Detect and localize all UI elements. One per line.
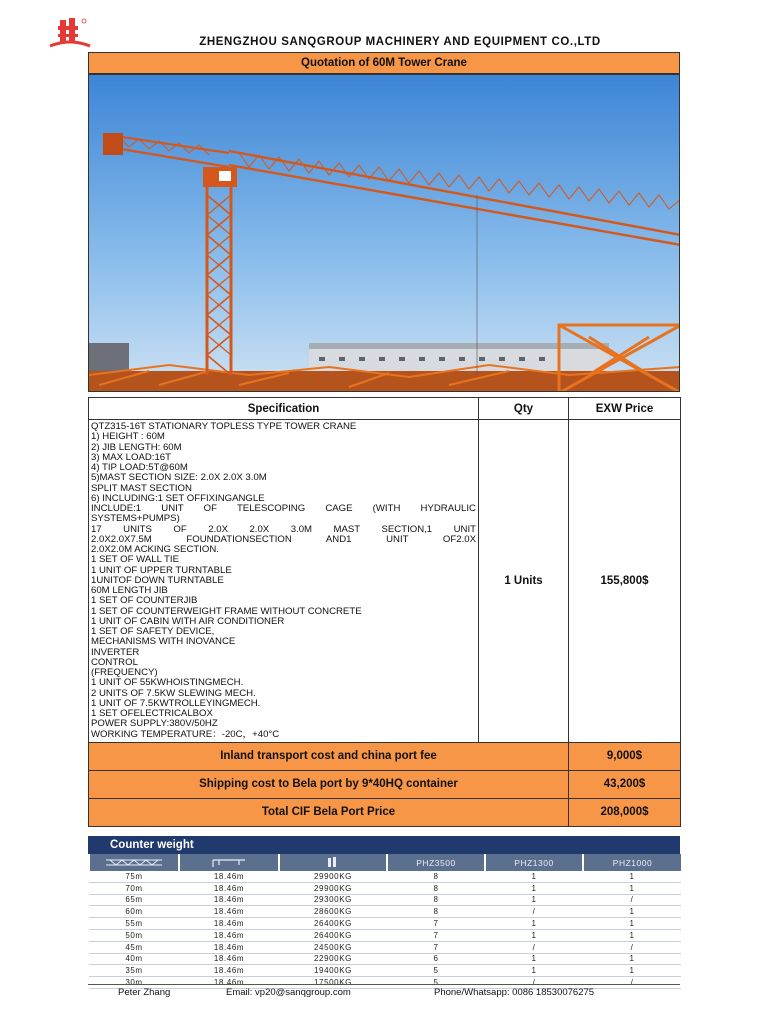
spec-line: 1 UNIT OF CABIN WITH AIR CONDITIONER <box>91 616 285 627</box>
spec-line: 2.0X2.0X7.5M FOUNDATIONSECTION AND1 UNIT OF2.0X <box>91 534 476 545</box>
table-row <box>89 918 681 930</box>
table-cell: 40m <box>89 953 179 965</box>
table-cell: 30m <box>89 977 179 989</box>
table-cell: 28600KG <box>279 906 387 918</box>
table-cell: 26400KG <box>279 929 387 941</box>
spec-line: 2 UNITS OF 7.5KW SLEWING MECH. <box>91 688 256 699</box>
table-cell: 29900KG <box>279 871 387 882</box>
spec-line: 1 UNIT OF 7.5KWTROLLEYINGMECH. <box>91 698 261 709</box>
spec-line: 1UNITOF DOWN TURNTABLE <box>91 575 224 586</box>
counterweight-block-icon <box>279 854 387 871</box>
table-cell: 18.46m <box>179 918 279 930</box>
counter-weight-title: Counter weight <box>88 836 680 854</box>
jib-length-icon <box>89 854 179 871</box>
counter-weight-table <box>88 854 681 989</box>
table-cell: 26400KG <box>279 918 387 930</box>
spec-line: 5)MAST SECTION SIZE: 2.0X 2.0X 3.0M <box>91 473 267 484</box>
table-cell: 1 <box>485 929 583 941</box>
table-cell: 1 <box>583 906 681 918</box>
table-cell: 1 <box>583 953 681 965</box>
table-cell: 1 <box>583 882 681 894</box>
cost-row <box>89 770 681 798</box>
spec-line: INCLUDE:1 UNIT OF TELESCOPING CAGE (WITH HYDRAULIC <box>91 504 476 514</box>
table-cell: 1 <box>485 882 583 894</box>
exw-price-header: EXW Price <box>569 398 681 420</box>
table-row <box>89 894 681 906</box>
table-cell: 19400KG <box>279 965 387 977</box>
table-cell: 18.46m <box>179 977 279 989</box>
table-cell: 65m <box>89 894 179 906</box>
cost-label: Inland transport cost and china port fee <box>89 742 569 770</box>
total-label: Total CIF Bela Port Price <box>89 798 569 826</box>
table-cell: 8 <box>387 894 485 906</box>
table-row <box>89 941 681 953</box>
table-cell: 70m <box>89 882 179 894</box>
company-name: ZHENGZHOU SANQGROUP MACHINERY AND EQUIPMENT CO.,LTD <box>199 36 601 48</box>
cost-row <box>89 742 681 770</box>
table-cell: 8 <box>387 882 485 894</box>
table-cell: 18.46m <box>179 894 279 906</box>
spec-line: SYSTEMS+PUMPS) <box>91 514 180 525</box>
counter-weight-section <box>88 836 680 989</box>
table-row <box>89 906 681 918</box>
spec-line: 17 UNITS OF 2.0X 2.0X 3.0M MAST SECTION,1 UNIT <box>91 524 476 535</box>
spec-line: 1 SET OF COUNTERJIB <box>91 596 198 607</box>
spec-line: INVERTER <box>91 647 140 658</box>
spec-line: 60M LENGTH JIB <box>91 586 168 596</box>
table-cell: 50m <box>89 929 179 941</box>
contact-email: Email: vp20@sanqgroup.com <box>226 987 351 998</box>
table-cell: 5 <box>387 977 485 989</box>
table-cell: 35m <box>89 965 179 977</box>
table-cell: 1 <box>485 871 583 882</box>
table-cell: 29300KG <box>279 894 387 906</box>
table-cell: 8 <box>387 906 485 918</box>
total-value: 208,000$ <box>569 798 681 826</box>
spec-line: 2.0X2.0M ACKING SECTION. <box>91 545 219 555</box>
cost-label: Shipping cost to Bela port by 9*40HQ container <box>89 770 569 798</box>
table-cell: 60m <box>89 906 179 918</box>
table-row <box>89 953 681 965</box>
spec-line: 4) TIP LOAD:5T@60M <box>91 463 188 473</box>
table-cell: 18.46m <box>179 965 279 977</box>
table-cell: 18.46m <box>179 906 279 918</box>
contact-name: Peter Zhang <box>118 987 171 998</box>
cost-value: 9,000$ <box>569 742 681 770</box>
spec-line: 1 SET OF COUNTERWEIGHT FRAME WITHOUT CONCRETE <box>91 606 362 617</box>
counter-weight-rows <box>89 871 681 988</box>
table-cell: 7 <box>387 929 485 941</box>
table-cell: / <box>485 977 583 989</box>
quotation-title: Quotation of 60M Tower Crane <box>88 52 680 74</box>
table-cell: 1 <box>583 871 681 882</box>
table-cell: 29900KG <box>279 882 387 894</box>
sanqgroup-logo-icon <box>48 16 92 50</box>
qty-header: Qty <box>479 398 569 420</box>
qty-value: 1 Units <box>479 420 569 743</box>
table-row <box>89 929 681 941</box>
spec-line: (FREQUENCY) <box>91 668 158 678</box>
spec-line: 1 UNIT OF UPPER TURNTABLE <box>91 565 232 576</box>
table-cell: 1 <box>485 918 583 930</box>
table-cell: 18.46m <box>179 882 279 894</box>
table-cell: 7 <box>387 918 485 930</box>
table-cell: 22900KG <box>279 953 387 965</box>
table-cell: / <box>583 941 681 953</box>
spec-line: 2) JIB LENGTH: 60M <box>91 442 182 453</box>
table-cell: 1 <box>485 894 583 906</box>
table-cell: / <box>485 941 583 953</box>
cost-value: 43,200$ <box>569 770 681 798</box>
contact-phone: Phone/Whatsapp: 0086 18530076275 <box>434 987 595 998</box>
specification-header: Specification <box>89 398 479 420</box>
table-cell: 45m <box>89 941 179 953</box>
table-cell: 18.46m <box>179 929 279 941</box>
table-cell: / <box>583 894 681 906</box>
spec-line: WORKING TEMPERATURE：-20C，+40°C <box>91 729 280 740</box>
spec-line: MECHANISMS WITH INOVANCE <box>91 637 236 648</box>
spec-line: 1 SET OF SAFETY DEVICE, <box>91 627 215 637</box>
table-row <box>89 965 681 977</box>
table-cell: 1 <box>583 918 681 930</box>
table-cell: 18.46m <box>179 941 279 953</box>
phz1300-header: PHZ1300 <box>485 854 583 871</box>
total-row <box>89 798 681 826</box>
phz3500-header: PHZ3500 <box>387 854 485 871</box>
specification-cell <box>89 420 479 743</box>
spec-line: 1 SET OFELECTRICALBOX <box>91 709 213 719</box>
table-cell: 1 <box>485 953 583 965</box>
table-cell: 75m <box>89 871 179 882</box>
table-cell: 7 <box>387 941 485 953</box>
table-cell: 1 <box>583 929 681 941</box>
footer <box>88 984 680 999</box>
table-cell: 55m <box>89 918 179 930</box>
spec-line: CONTROL <box>91 657 138 668</box>
table-row <box>89 882 681 894</box>
table-cell: 17500KG <box>279 977 387 989</box>
table-cell: 18.46m <box>179 871 279 882</box>
table-cell: 18.46m <box>179 953 279 965</box>
spec-line: 1 UNIT OF 55KWHOISTINGMECH. <box>91 678 244 689</box>
table-cell: / <box>583 977 681 989</box>
counter-jib-icon <box>179 854 279 871</box>
tower-crane-photo <box>88 74 680 392</box>
spec-line: 3) MAX LOAD:16T <box>91 452 171 463</box>
exw-price-value: 155,800$ <box>569 420 681 743</box>
table-cell: / <box>485 906 583 918</box>
spec-line: POWER SUPPLY:380V/50HZ <box>91 719 218 730</box>
table-cell: 5 <box>387 965 485 977</box>
spec-line: 1 SET OF WALL TIE <box>91 555 179 566</box>
table-cell: 24500KG <box>279 941 387 953</box>
spec-line: 6) INCLUDING:1 SET OFFIXINGANGLE <box>91 493 265 504</box>
table-row <box>89 871 681 882</box>
table-cell: 1 <box>583 965 681 977</box>
phz1000-header: PHZ1000 <box>583 854 681 871</box>
spec-line: SPLIT MAST SECTION <box>91 483 192 494</box>
table-cell: 6 <box>387 953 485 965</box>
spec-line: 1) HEIGHT : 60M <box>91 432 165 443</box>
table-cell: 8 <box>387 871 485 882</box>
table-cell: 1 <box>485 965 583 977</box>
spec-line: QTZ315-16T STATIONARY TOPLESS TYPE TOWER CRANE <box>91 422 357 432</box>
specification-table <box>88 397 681 827</box>
